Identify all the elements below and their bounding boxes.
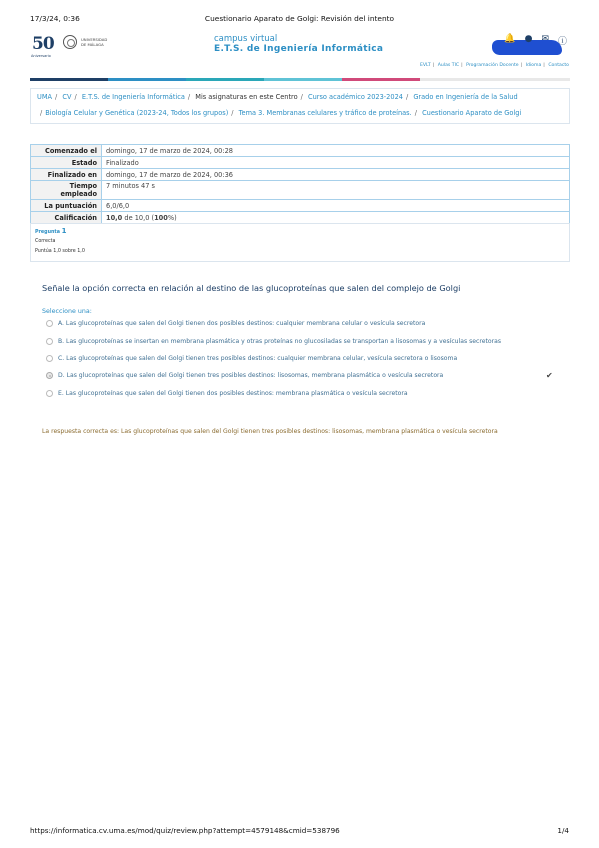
answer-option-c[interactable] [46, 355, 457, 362]
print-title: Cuestionario Aparato de Golgi: Revisión del intento [204, 14, 395, 23]
link-programacion-docente[interactable]: Programación Docente [466, 63, 519, 68]
question-state: Correcta [35, 239, 56, 244]
answer-option-label: A. Las glucoproteínas que salen del Golgi tienen dos posibles destinos: cualquier membrana celular o vesícula secretora [58, 320, 426, 327]
crumb-uma[interactable]: UMA [37, 93, 53, 101]
crumb-grado[interactable]: Grado en Ingeniería de la Salud [413, 93, 518, 101]
colorbar-seg-3 [186, 78, 264, 81]
answer-option-d[interactable] [46, 372, 443, 379]
university-seal-text: UNIVERSIDAD DE MÁLAGA [81, 37, 108, 47]
crumb-asignatura[interactable]: Biología Celular y Genética (2023-24, Todos los grupos) [45, 109, 229, 117]
summary-key: Calificación [31, 212, 102, 224]
table-row [31, 212, 570, 224]
answer-option-label: D. Las glucoproteínas que salen del Golgi tienen tres posibles destinos: lisosomas, membrana plasmática o vesícula secretora [58, 372, 444, 379]
info-icon[interactable]: ⓘ [557, 37, 567, 47]
summary-key: Comenzado el [31, 145, 102, 157]
answer-option-label: E. Las glucoproteínas que salen del Golgi tienen dos posibles destinos: membrana plasmática o vesícula secretora [58, 390, 408, 397]
answer-prompt: Seleccione una: [42, 308, 92, 315]
crumb-curso[interactable]: Curso académico 2023-2024 [308, 93, 403, 101]
summary-value: domingo, 17 de marzo de 2024, 00:28 [102, 145, 570, 157]
summary-key: La puntuación [31, 200, 102, 212]
answer-option-label: B. Las glucoproteínas se insertan en membrana plasmática y otras proteínas no glucosiladas se transportan a lisosomas y a vesículas secretoras [58, 338, 501, 345]
radio-e[interactable] [46, 390, 53, 397]
answer-option-b[interactable] [46, 338, 501, 345]
campus-title[interactable] [214, 34, 383, 54]
top-links: EVLT | Aulas TIC | Programación Docente | Idioma | Contacto [419, 63, 569, 68]
radio-d-selected[interactable] [46, 372, 53, 379]
print-date: 17/3/24, 0:36 [30, 14, 80, 23]
bell-icon[interactable]: 🔔 [504, 34, 516, 44]
summary-key: Finalizado en [31, 169, 102, 181]
table-row [31, 200, 570, 212]
crumb-cuestionario[interactable]: Cuestionario Aparato de Golgi [422, 109, 522, 117]
mail-icon[interactable]: ✉ [541, 34, 549, 44]
radio-c[interactable] [46, 355, 53, 362]
print-url: https://informatica.cv.uma.es/mod/quiz/review.php?attempt=4579148&cmid=538796 [30, 826, 340, 835]
answer-option-label: C. Las glucoproteínas que salen del Golgi tienen tres posibles destinos: cualquier membrana celular, vesícula secretora o lisosoma [58, 355, 458, 362]
summary-value: 6,0/6,0 [102, 200, 570, 212]
print-page-number: 1/4 [557, 826, 569, 835]
summary-value: 7 minutos 47 s [102, 181, 570, 200]
summary-value-grade: 10,0 de 10,0 (100%) [102, 212, 570, 224]
link-evlt[interactable]: EVLT [419, 63, 431, 68]
answer-option-a[interactable] [46, 320, 425, 327]
breadcrumb-row-1: UMA / CV / E.T.S. de Ingeniería Informática / Mis asignaturas en este Centro / Curso académico 2023-2024 / Grado en Ingeniería de la Salud [37, 93, 518, 101]
crumb-mis-asignaturas[interactable]: Mis asignaturas en este Centro [195, 93, 298, 101]
anniversary-logo-sub: Aniversario [31, 54, 51, 58]
crumb-cv[interactable]: CV [62, 93, 72, 101]
colorbar-seg-4 [264, 78, 342, 81]
link-aulas-tic[interactable]: Aulas TIC [437, 63, 460, 68]
colorbar-seg-2 [108, 78, 186, 81]
breadcrumb-row-2: / Biología Celular y Genética (2023-24, Todos los grupos) / Tema 3. Membranas celulares y tráfico de proteínas. / Cuestionario Aparato de Golgi [40, 109, 522, 117]
school-line: E.T.S. de Ingeniería Informática [214, 44, 384, 54]
table-row [31, 157, 570, 169]
link-idioma[interactable]: Idioma [525, 63, 542, 68]
chat-icon[interactable]: ● [524, 34, 533, 44]
summary-key: Estado [31, 157, 102, 169]
radio-b[interactable] [46, 338, 53, 345]
table-row [31, 181, 570, 200]
header-colorbar [30, 78, 570, 81]
summary-key: Tiempo empleado [31, 181, 102, 200]
colorbar-seg-5 [342, 78, 420, 81]
colorbar-seg-6 [420, 78, 570, 81]
campus-line: campus virtual [214, 34, 278, 44]
summary-value: domingo, 17 de marzo de 2024, 00:36 [102, 169, 570, 181]
correct-check-icon: ✔ [546, 371, 553, 380]
question-number: Pregunta 1 [35, 227, 67, 235]
summary-value: Finalizado [102, 157, 570, 169]
attempt-summary-table [30, 144, 570, 224]
crumb-etsi[interactable]: E.T.S. de Ingeniería Informática [81, 93, 185, 101]
anniversary-logo[interactable]: 50 [32, 34, 54, 54]
university-seal-icon[interactable] [63, 35, 77, 49]
table-row [31, 169, 570, 181]
header-icons [504, 34, 567, 47]
question-info-box [30, 223, 570, 262]
radio-a[interactable] [46, 320, 53, 327]
question-text: Señale la opción correcta en relación al destino de las glucoproteínas que salen del complejo de Golgi [42, 283, 461, 293]
table-row [31, 145, 570, 157]
link-contacto[interactable]: Contacto [548, 63, 569, 68]
crumb-tema[interactable]: Tema 3. Membranas celulares y tráfico de proteínas. [238, 109, 412, 117]
correct-answer-feedback: La respuesta correcta es: Las glucoproteínas que salen del Golgi tienen tres posibles destinos: lisosomas, membrana plasmática o vesícula secretora [42, 428, 498, 435]
breadcrumb [30, 88, 570, 124]
answer-option-e[interactable] [46, 390, 408, 397]
question-grade: Puntúa 1,0 sobre 1,0 [35, 249, 85, 254]
colorbar-seg-1 [30, 78, 108, 81]
